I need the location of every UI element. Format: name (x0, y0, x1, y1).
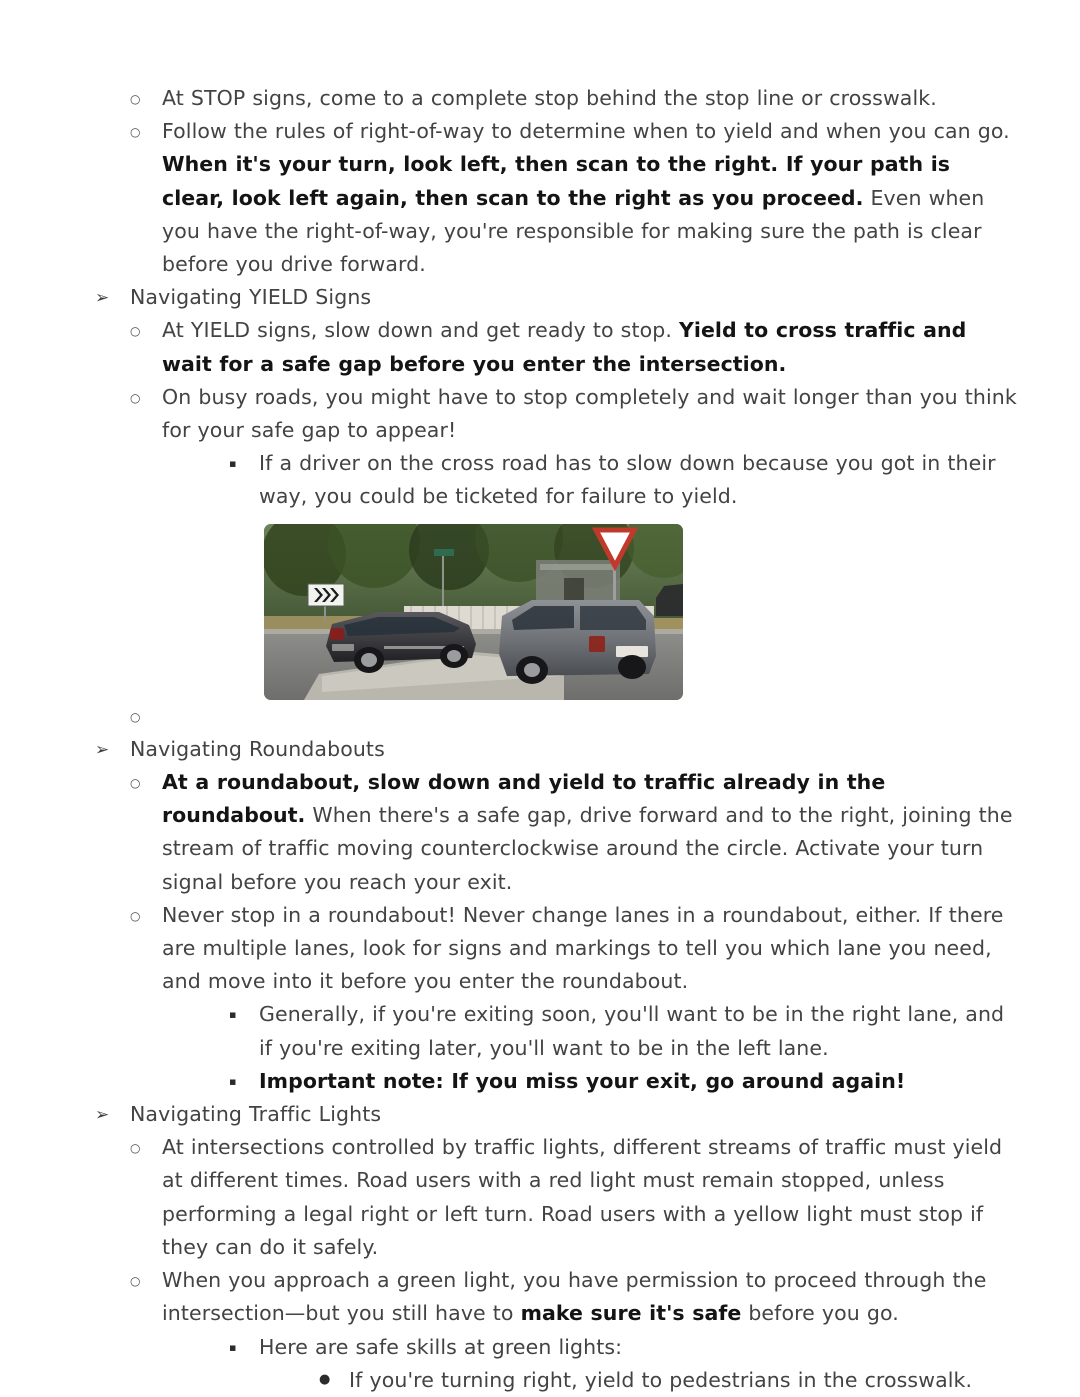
arrow-bullet-icon: ➢ (95, 288, 110, 309)
circle-bullet-icon: ○ (130, 908, 141, 923)
square-bullet-icon: ▪ (229, 1074, 237, 1088)
section-heading-traffic-lights (95, 1098, 1018, 1131)
list-item (130, 381, 1018, 514)
roundabouts-list (62, 766, 1018, 1098)
disc-bullet-icon: ● (319, 1371, 331, 1387)
list-item (319, 1364, 1018, 1397)
list-item (229, 998, 1018, 1064)
section-heading-roundabouts (95, 733, 1018, 766)
list-item (130, 766, 1018, 899)
text-run: When there's a safe gap, drive forward and to the right, joining the stream of traffic moving counterclockwise around the circle. Activate your turn signal before you reach your exit. (162, 803, 1013, 894)
stop-signs-list (62, 82, 1018, 281)
yield-intersection-photo (264, 524, 683, 700)
heading-text: Navigating YIELD Signs (130, 285, 372, 310)
traffic-light-item-2-sublist (162, 1331, 1018, 1397)
yield-signs-section (62, 281, 1018, 733)
list-item (229, 1331, 1018, 1397)
gray-minivan (499, 600, 656, 684)
circle-bullet-icon: ○ (130, 92, 141, 106)
list-item (229, 1065, 1018, 1098)
yield-item-2-sublist (162, 447, 1018, 513)
list-item (130, 1264, 1018, 1397)
text-run-bold: make sure it's safe (520, 1301, 742, 1326)
green-light-skill-1: If you're turning right, yield to pedestrians in the crosswalk. (349, 1367, 973, 1392)
square-bullet-icon: ▪ (229, 1008, 237, 1022)
roundabout-item-2-sublist (162, 998, 1018, 1098)
traffic-lights-list (62, 1131, 1018, 1397)
photo-illustration (264, 524, 683, 700)
list-item-photo (130, 524, 1018, 700)
yield-intersection-figure (264, 524, 683, 700)
list-item (130, 314, 1018, 380)
section-heading-yield-signs (95, 281, 1018, 314)
traffic-light-item-2-sub-1: Here are safe skills at green lights: (259, 1334, 623, 1359)
yield-signs-list (62, 314, 1018, 732)
list-item (130, 1131, 1018, 1264)
heading-text: Navigating Traffic Lights (130, 1102, 382, 1127)
circle-bullet-icon: ○ (130, 390, 141, 405)
empty-bullet-text (162, 700, 1018, 733)
traffic-light-item-2 (162, 1264, 1018, 1330)
list-item (229, 447, 1018, 513)
green-light-skills-list (259, 1364, 1018, 1397)
list-item (130, 115, 1018, 281)
traffic-lights-section (62, 1098, 1018, 1397)
square-bullet-icon: ▪ (229, 1340, 237, 1354)
stop-sign-item-1: At STOP signs, come to a complete stop behind the stop line or crosswalk. (162, 86, 937, 110)
heading-text: Navigating Roundabouts (130, 736, 385, 761)
circle-bullet-icon: ○ (130, 1141, 141, 1156)
text-run: When you approach a green light, you have permission to proceed through the intersection—but you still have to (162, 1268, 987, 1326)
text-run-bold: When it's your turn, look left, then scan to the right. If your path is clear, look left again, then scan to the right as you proceed. (162, 152, 951, 210)
arrow-bullet-icon: ➢ (95, 739, 110, 760)
list-item (130, 899, 1018, 1098)
yield-item-1 (162, 314, 1018, 380)
arrow-bullet-icon: ➢ (95, 1105, 110, 1126)
roundabouts-section (62, 733, 1018, 1098)
text-run: At YIELD signs, slow down and get ready to stop. (162, 318, 679, 343)
text-run-bold: Yield to cross traffic and wait for a safe gap before you enter the intersection. (162, 318, 967, 376)
stop-sign-item-2 (162, 115, 1018, 281)
square-bullet-icon: ▪ (229, 457, 237, 471)
roundabout-item-1 (162, 766, 1018, 899)
text-run: Follow the rules of right-of-way to determine when to yield and when you can go. (162, 119, 1010, 144)
circle-bullet-icon: ○ (130, 709, 141, 724)
circle-bullet-icon: ○ (130, 125, 141, 140)
yield-item-2-sub-1: If a driver on the cross road has to slow down because you got in their way, you could be ticketed for failure to yield. (259, 451, 996, 509)
roundabout-item-2-sub-2: Important note: If you miss your exit, go around again! (259, 1068, 906, 1093)
roundabout-item-2: Never stop in a roundabout! Never change lanes in a roundabout, either. If there are multiple lanes, look for signs and markings to tell you which lane you need, and move into it before you enter the roundabout. (162, 902, 1004, 994)
yield-item-2: On busy roads, you might have to stop completely and wait longer than you think for your safe gap to appear! (162, 384, 1017, 443)
text-run-bold: At a roundabout, slow down and yield to traffic already in the roundabout. (162, 770, 886, 828)
circle-bullet-icon: ○ (130, 776, 141, 791)
circle-bullet-icon: ○ (130, 1274, 141, 1289)
traffic-light-item-1: At intersections controlled by traffic lights, different streams of traffic must yield at different times. Road users with a red light must remain stopped, unless performing a legal right or left turn. Road users with a yellow light must stop if they can do it safely. (162, 1135, 1003, 1259)
circle-bullet-icon: ○ (130, 324, 141, 339)
text-run: Even when you have the right-of-way, you're responsible for making sure the path is clear before you drive forward. (162, 185, 985, 277)
list-item (130, 82, 1018, 115)
roundabout-item-2-sub-1: Generally, if you're exiting soon, you'll want to be in the right lane, and if you're exiting later, you'll want to be in the left lane. (259, 1002, 1005, 1060)
list-item-empty (130, 700, 1018, 733)
text-run: before you go. (741, 1301, 899, 1326)
